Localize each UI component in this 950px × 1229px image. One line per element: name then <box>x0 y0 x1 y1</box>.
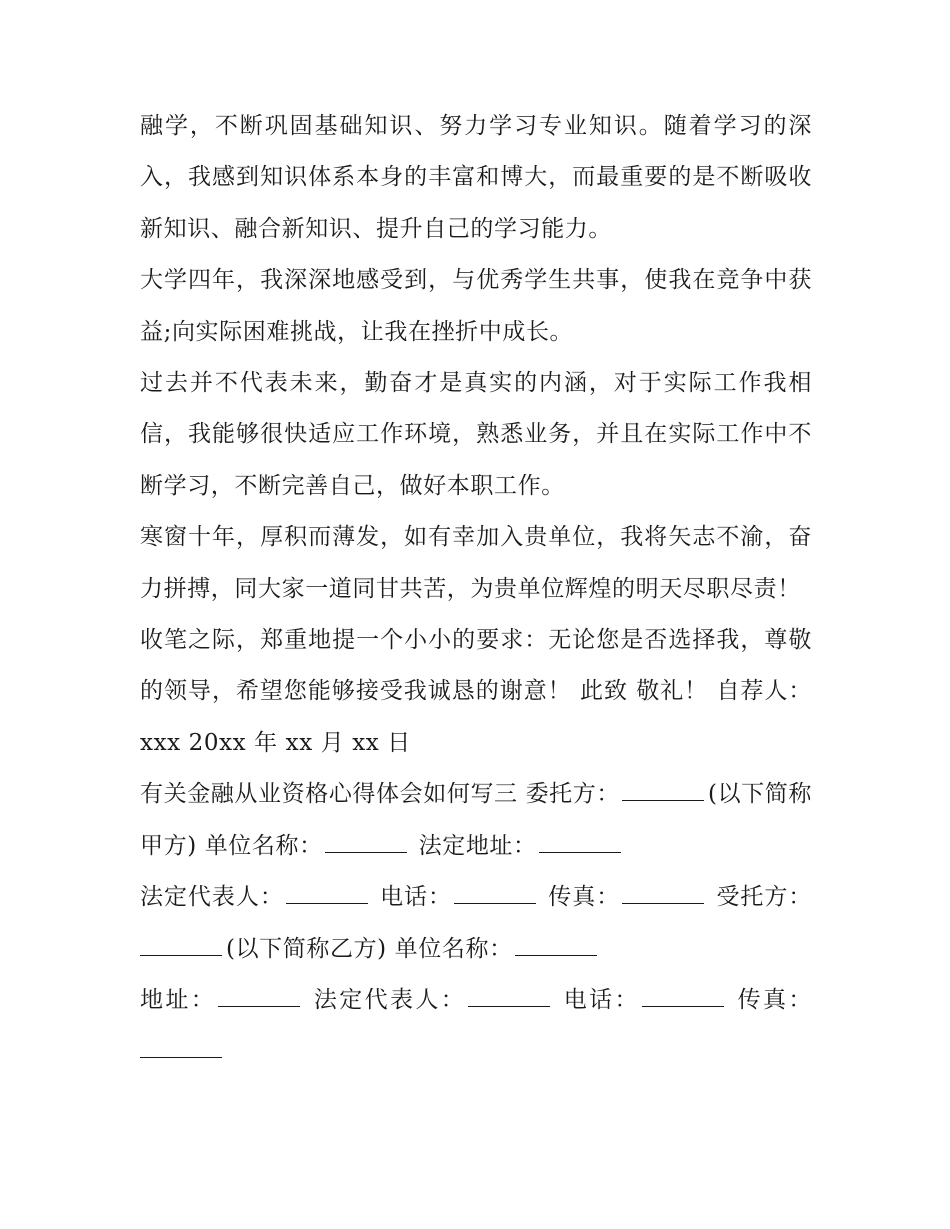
phone-label-2: 电话： <box>563 986 640 1013</box>
address-blank <box>218 1005 300 1007</box>
trustee-note: (以下简称乙方) <box>226 935 387 962</box>
unit-name-blank <box>325 851 407 853</box>
contract-client-details <box>140 872 812 975</box>
paragraph-future: 过去并不代表未来，勤奋才是真实的内涵，对于实际工作我相信，我能够很快适应工作环境，熟悉业务，并且在实际工作中不断学习，不断完善自己，做好本职工作。 <box>140 370 812 499</box>
legal-address-blank <box>539 851 621 853</box>
client-label: 委托方： <box>525 781 620 808</box>
trustee-label: 受托方： <box>716 884 812 911</box>
legal-rep-label-2: 法定代表人： <box>313 986 467 1013</box>
address-label: 地址： <box>140 986 217 1013</box>
contract-trustee-details <box>140 975 812 1078</box>
fax-blank <box>622 902 704 904</box>
phone-label: 电话： <box>380 884 452 911</box>
client-note: (以下简称甲方) <box>140 781 812 859</box>
fax-label-2: 传真： <box>737 986 812 1013</box>
unit-name-label: 单位名称： <box>204 832 323 859</box>
paragraph-closing: 收笔之际，郑重地提一个小小的要求：无论您是否选择我，尊敬的领导，希望您能够接受我诚恳的谢意！ 此致 敬礼！ 自荐人：xxx 20xx 年 xx 月 xx 日 <box>140 627 812 756</box>
trustee-blank <box>140 954 222 956</box>
document-body <box>140 101 812 1078</box>
legal-rep-blank <box>286 902 368 904</box>
phone-blank <box>454 902 536 904</box>
fax-label: 传真： <box>548 884 621 911</box>
legal-rep-blank-2 <box>468 1005 550 1007</box>
legal-rep-label: 法定代表人： <box>140 884 284 911</box>
contract-header <box>140 769 812 872</box>
paragraph-university: 大学四年，我深深地感受到，与优秀学生共事，使我在竞争中获益;向实际困难挑战，让我在挫折中成长。 <box>140 267 812 345</box>
client-blank <box>622 799 704 801</box>
phone-blank-2 <box>642 1005 724 1007</box>
paragraph-study: 融学，不断巩固基础知识、努力学习专业知识。随着学习的深入，我感到知识体系本身的丰富和博大，而最重要的是不断吸收新知识、融合新知识、提升自己的学习能力。 <box>140 113 812 242</box>
legal-address-label: 法定地址： <box>418 832 537 859</box>
contract-title: 有关金融从业资格心得体会如何写三 <box>140 781 518 808</box>
fax-blank-2 <box>140 1056 222 1058</box>
unit-name-blank-2 <box>515 954 597 956</box>
unit-name-label-2: 单位名称： <box>394 935 513 962</box>
paragraph-commitment: 寒窗十年，厚积而薄发，如有幸加入贵单位，我将矢志不渝，奋力拼搏，同大家一道同甘共苦，为贵单位辉煌的明天尽职尽责！ <box>140 524 812 602</box>
